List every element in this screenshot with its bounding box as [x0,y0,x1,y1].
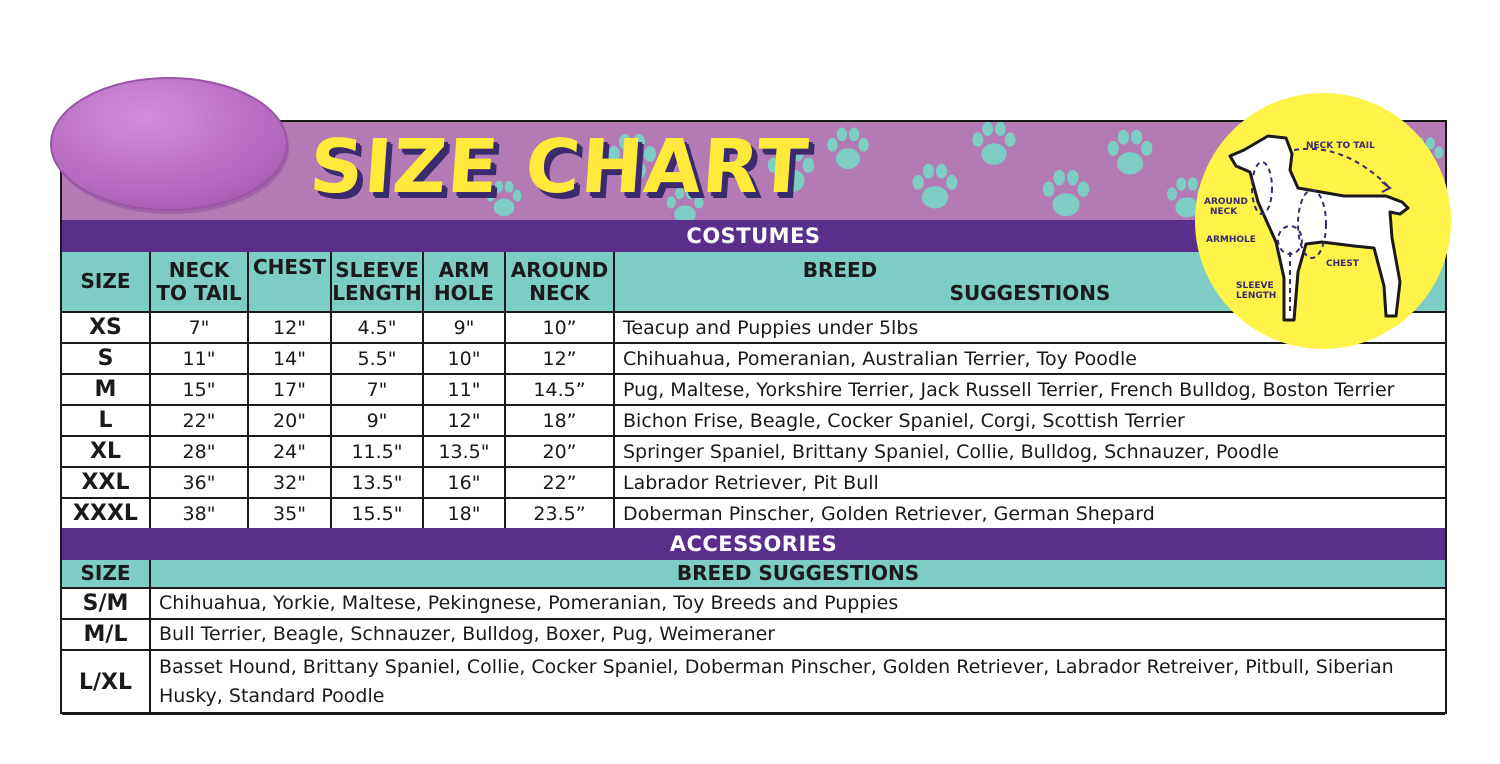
cell-breed-suggestions: Doberman Pinscher, Golden Retriever, German Shepard [614,498,1445,529]
cell-sleeve-length: 15.5" [331,498,423,529]
cell-arm-hole: 13.5" [423,436,505,467]
decorative-oval [47,70,295,218]
cell-neck-to-tail: 7" [150,312,248,343]
column-header-size: SIZE [62,560,150,588]
cell-breed-suggestions: Chihuahua, Yorkie, Maltese, Pekingnese, Pomeranian, Toy Breeds and Puppies [150,588,1445,619]
column-header-neck-to-tail: NECK TO TAIL [150,252,248,312]
cell-around-neck: 10” [505,312,614,343]
label-chest: CHEST [1326,259,1359,269]
cell-neck-to-tail: 28" [150,436,248,467]
cell-chest: 20" [248,405,331,436]
page-title: SIZE CHART [306,124,812,210]
label-armhole: ARMHOLE [1206,235,1256,245]
paw-print-icon [1102,126,1158,182]
cell-size: M/L [62,619,150,650]
table-row [62,619,1445,650]
table-row [62,467,1445,498]
column-header-sleeve-length: SLEEVE LENGTH [331,252,423,312]
column-header-breed-suggestions: BREED SUGGESTIONS [614,252,1445,312]
cell-neck-to-tail: 22" [150,405,248,436]
cell-sleeve-length: 9" [331,405,423,436]
cell-sleeve-length: 5.5" [331,343,423,374]
cell-arm-hole: 12" [423,405,505,436]
accessories-section-header: ACCESSORIES [62,528,1445,560]
cell-sleeve-length: 11.5" [331,436,423,467]
cell-size: XXXL [62,498,150,529]
cell-breed-suggestions: Chihuahua, Pomeranian, Australian Terrier, Toy Poodle [614,343,1445,374]
cell-chest: 12" [248,312,331,343]
column-header-breed-suggestions: BREED SUGGESTIONS [150,560,1445,588]
cell-around-neck: 12” [505,343,614,374]
cell-neck-to-tail: 36" [150,467,248,498]
cell-chest: 14" [248,343,331,374]
cell-neck-to-tail: 38" [150,498,248,529]
cell-arm-hole: 18" [423,498,505,529]
column-header-chest: CHEST [248,252,331,312]
cell-around-neck: 14.5” [505,374,614,405]
cell-breed-suggestions: Pug, Maltese, Yorkshire Terrier, Jack Russell Terrier, French Bulldog, Boston Terrier [614,374,1445,405]
cell-size: S [62,343,150,374]
cell-chest: 32" [248,467,331,498]
column-header-size: SIZE [62,252,150,312]
cell-chest: 35" [248,498,331,529]
cell-arm-hole: 9" [423,312,505,343]
cell-sleeve-length: 4.5" [331,312,423,343]
cell-arm-hole: 16" [423,467,505,498]
table-row [62,374,1445,405]
label-sleeve-length: SLEEVE [1236,281,1274,291]
label-neck-to-tail: NECK TO TAIL [1306,141,1375,151]
cell-arm-hole: 10" [423,343,505,374]
cell-breed-suggestions: Springer Spaniel, Brittany Spaniel, Collie, Bulldog, Schnauzer, Poodle [614,436,1445,467]
cell-around-neck: 18” [505,405,614,436]
cell-size: S/M [62,588,150,619]
cell-around-neck: 23.5” [505,498,614,529]
table-row [62,436,1445,467]
cell-arm-hole: 11" [423,374,505,405]
cell-breed-suggestions: Basset Hound, Brittany Spaniel, Collie, Cocker Spaniel, Doberman Pinscher, Golden Retriever, Labrador Retreiver, Pitbull, Siberian Husky, Standard Poodle [150,650,1445,714]
table-row [62,588,1445,619]
paw-print-icon [822,124,874,176]
cell-breed-suggestions: Teacup and Puppies under 5lbs [614,312,1445,343]
cell-breed-suggestions: Labrador Retriever, Pit Bull [614,467,1445,498]
label-around-neck-2: NECK [1210,207,1238,217]
cell-neck-to-tail: 15" [150,374,248,405]
table-row [62,650,1445,714]
cell-sleeve-length: 7" [331,374,423,405]
cell-around-neck: 20” [505,436,614,467]
cell-sleeve-length: 13.5" [331,467,423,498]
table-row [62,405,1445,436]
cell-size: L/XL [62,650,150,714]
costumes-section-header: COSTUMES [62,220,1445,252]
paw-print-icon [907,160,963,216]
label-sleeve-length-2: LENGTH [1236,291,1277,301]
cell-size: L [62,405,150,436]
column-header-arm-hole: ARM HOLE [423,252,505,312]
cell-breed-suggestions: Bull Terrier, Beagle, Schnauzer, Bulldog, Boxer, Pug, Weimeraner [150,619,1445,650]
column-header-around-neck: AROUND NECK [505,252,614,312]
accessories-size-table [62,560,1445,715]
cell-size: XS [62,312,150,343]
cell-size: XL [62,436,150,467]
dog-measurement-diagram [1194,92,1452,350]
label-around-neck: AROUND [1204,197,1248,207]
table-row [62,498,1445,529]
cell-around-neck: 22” [505,467,614,498]
cell-size: M [62,374,150,405]
cell-neck-to-tail: 11" [150,343,248,374]
paw-print-icon [967,122,1021,172]
cell-chest: 17" [248,374,331,405]
paw-print-icon [1037,166,1095,220]
cell-size: XXL [62,467,150,498]
cell-breed-suggestions: Bichon Frise, Beagle, Cocker Spaniel, Corgi, Scottish Terrier [614,405,1445,436]
cell-chest: 24" [248,436,331,467]
table-header-row [62,560,1445,588]
